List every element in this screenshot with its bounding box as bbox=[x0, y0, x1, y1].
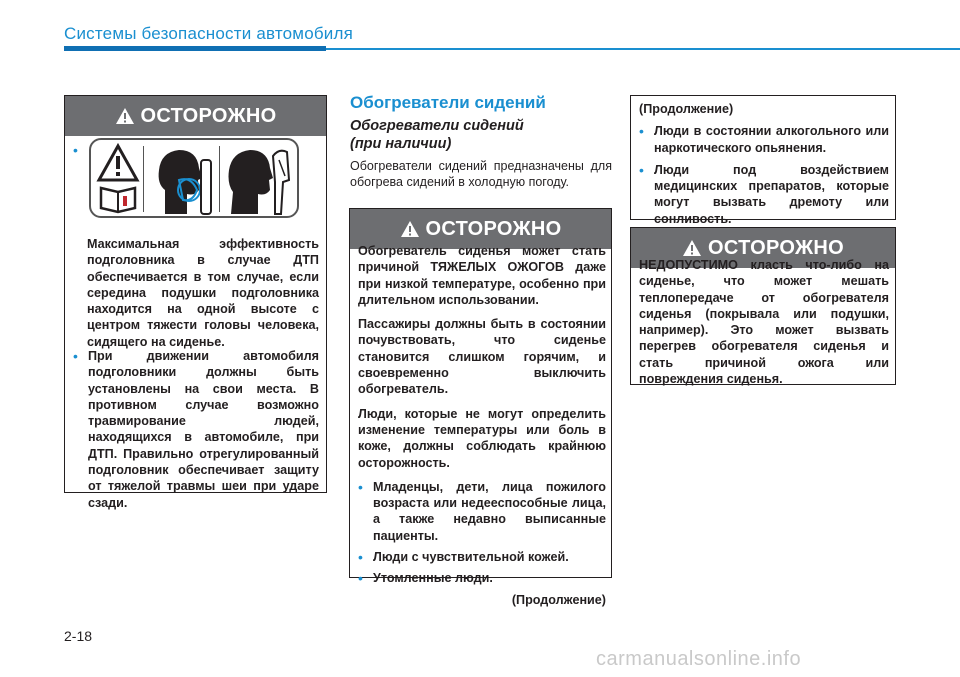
headrest-illustration bbox=[89, 138, 299, 218]
warning-paragraph: НЕДОПУСТИМО класть что-либо на сиденье, что может мешать теплопередаче от обогревателя сиденья (покрывала или подушки, например). Это может вызвать перегрев обогревателя сиденья и стать причиной ожога или повреждения сиденья. bbox=[639, 258, 889, 387]
section-title: Системы безопасности автомобиля bbox=[64, 24, 354, 43]
warning-box-seat-heater bbox=[349, 208, 612, 607]
warning-paragraph: Пассажиры должны быть в состоянии почувствовать, что сиденье становится слишком горячим, и своевременно выключить обогреватель. bbox=[358, 317, 606, 397]
bullet-text: Люди под воздействием медицинских препаратов, которые могут вызвать дремоту или сонливость. bbox=[654, 162, 889, 226]
watermark: carmanualsonline.info bbox=[596, 648, 802, 670]
warning-paragraph: Обогреватель сиденья может стать причиной ТЯЖЕЛЫХ ОЖОГОВ даже при низкой температуре, особенно при длительном использовании. bbox=[358, 244, 606, 307]
bullet-item bbox=[73, 348, 319, 511]
bullet-text: Младенцы, дети, лица пожилого возраста или недееспособные лица, а также недавно выписанные пациенты. bbox=[373, 479, 606, 543]
warning-title: ОСТОРОЖНО bbox=[708, 236, 844, 259]
warning-paragraph: Люди, которые не могут определить изменение температуры или боль в коже, должны соблюдать крайнюю осторожность. bbox=[358, 406, 606, 470]
continued-label: (Продолжение) bbox=[511, 592, 606, 607]
bullet-icon: • bbox=[73, 348, 78, 364]
subheading-line: Обогреватели сидений bbox=[350, 118, 524, 134]
bullet-icon: • bbox=[358, 570, 363, 587]
subheading-line: (при наличии) bbox=[350, 136, 452, 152]
manual-warning-icon bbox=[93, 140, 143, 216]
warning-header bbox=[65, 96, 326, 136]
seat-heater-paragraph: Обогреватели сидений предназначены для обогрева сидений в холодную погоду. bbox=[350, 159, 612, 189]
head-incorrect-position-icon bbox=[147, 140, 217, 216]
bullet-icon: • bbox=[639, 161, 644, 178]
heading-seat-heaters: Обогреватели сидений bbox=[350, 93, 546, 112]
bullet-icon: • bbox=[358, 478, 363, 495]
head-correct-position-icon bbox=[223, 140, 299, 216]
illustration-divider bbox=[219, 146, 220, 212]
bullet-text: Люди в состоянии алкогольного или наркотического опьянения. bbox=[654, 124, 889, 155]
bullet-item bbox=[358, 479, 606, 544]
bullet-text: При движении автомобиля подголовники должны быть установлены на свои места. В противном случае возможно травмирование людей, находящихся в автомобиле, при ДТП. Правильно отрегулированный подголовник обеспечивает защиту от тяжелой травмы шеи при ударе сзади. bbox=[88, 349, 319, 510]
headrest-paragraph: Максимальная эффективность подголовника в случае ДТП обеспечивается в том случае, если середина подушки подголовника находится на одной высоте с центром тяжести головы человека, сидящего на сиденье. bbox=[87, 237, 319, 349]
bullet-item bbox=[639, 123, 889, 156]
warning-triangle-icon bbox=[400, 220, 420, 238]
continued-heading: (Продолжение) bbox=[639, 102, 734, 116]
header-rule-accent bbox=[64, 46, 326, 51]
warning-continued-box bbox=[630, 95, 896, 226]
bullet-icon: • bbox=[358, 549, 363, 566]
bullet-item bbox=[639, 162, 889, 227]
bullet-icon: • bbox=[639, 123, 644, 140]
bullet-icon: • bbox=[73, 142, 78, 158]
warning-box-seat-covering bbox=[630, 227, 896, 385]
warning-triangle-icon bbox=[682, 239, 702, 257]
bullet-text: Утомленные люди. bbox=[373, 571, 493, 586]
bullet-item bbox=[358, 549, 606, 565]
illustration-divider bbox=[143, 146, 144, 212]
warning-box-headrest bbox=[64, 95, 327, 510]
bullet-item bbox=[358, 570, 606, 586]
page-number: 2-18 bbox=[64, 628, 93, 644]
warning-title: ОСТОРОЖНО bbox=[140, 104, 277, 127]
bullet-text: Люди с чувствительной кожей. bbox=[373, 550, 569, 565]
warning-title: ОСТОРОЖНО bbox=[425, 217, 562, 240]
warning-triangle-icon bbox=[115, 107, 135, 125]
subheading-seat-heaters bbox=[350, 117, 612, 153]
